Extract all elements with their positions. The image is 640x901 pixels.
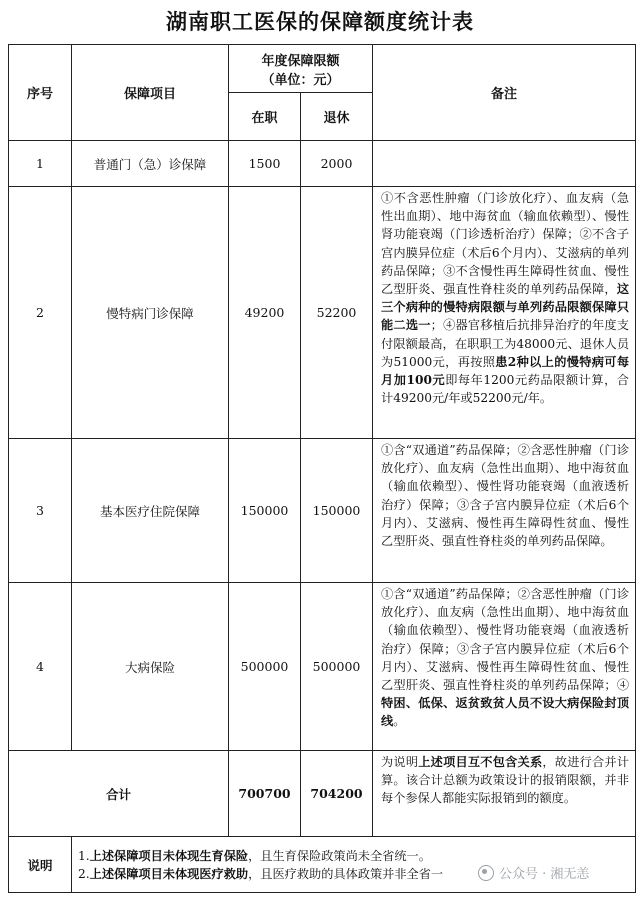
header-limit (229, 45, 373, 93)
note-text: 即每年1200元药品限额计算，合计49200元/年或52200元/年。 (381, 373, 629, 406)
row-retired: 52200 (301, 187, 373, 439)
header-retired: 退休 (301, 93, 373, 141)
row-note (373, 439, 636, 583)
note-text: 1. (78, 848, 90, 863)
note-text: ①含“双通道”药品保障；②含恶性肿瘤（门诊放化疗）、血友病（急性出血期）、地中海贫血（输血依赖型）、慢性肾功能衰竭（血液透析治疗）保障；③含子宫内膜异位症（术后6个月内）、艾滋病、慢性再生障碍性贫血、慢性乙型肝炎、强直性脊柱炎的单列药品保障。 (381, 443, 630, 549)
explanation-label: 说明 (9, 837, 72, 893)
row-employed: 500000 (229, 583, 301, 751)
row-retired: 2000 (301, 141, 373, 187)
total-retired: 704200 (301, 751, 373, 837)
row-retired: 500000 (301, 583, 373, 751)
page-title: 湖南职工医保的保障额度统计表 (166, 9, 474, 34)
header-item: 保障项目 (72, 45, 229, 141)
row-note (373, 141, 636, 187)
row-seq: 2 (9, 187, 72, 439)
note-text: ①含“双通道”药品保障；②含恶性肿瘤（门诊放化疗）、血友病（急性出血期）、地中海贫血（输血依赖型）、慢性肾功能衰竭（血液透析治疗）保障；③含子宫内膜异位症（术后6个月内）、艾滋病、慢性再生障碍性贫血、慢性乙型肝炎、强直性脊柱炎的单列药品保障；④ (381, 587, 630, 693)
wechat-official-account-icon (478, 865, 494, 881)
total-employed: 700700 (229, 751, 301, 837)
table-row (9, 439, 636, 583)
row-note (373, 583, 636, 751)
note-text: ①不含恶性肿瘤（门诊放化疗）、血友病（急性出血期）、地中海贫血（输血依赖型）、慢性肾功能衰竭（门诊透析治疗）保障；②不含子宫内膜异位症（术后6个月内）、艾滋病的单列药品保障；③不含慢性再生障碍性贫血、慢性乙型肝炎、强直性脊柱炎的单列药品保障， (381, 191, 630, 297)
row-seq: 4 (9, 583, 72, 751)
table-row (9, 583, 636, 751)
note-text: 。 (393, 714, 406, 729)
row-item: 普通门（急）诊保障 (72, 141, 229, 187)
row-item: 大病保险 (72, 583, 229, 751)
total-label: 合计 (9, 751, 229, 837)
row-employed: 150000 (229, 439, 301, 583)
row-employed: 49200 (229, 187, 301, 439)
emphasis-text: 上述保障项目未体现生育保险 (89, 848, 249, 863)
table-row (9, 187, 636, 439)
header-seq: 序号 (9, 45, 72, 141)
note-text: ，且生育保险政策尚未全省统一。 (248, 848, 431, 863)
table-row (9, 141, 636, 187)
emphasis-text: 特困、低保、返贫致贫人员不设大病保险封顶线 (381, 696, 630, 729)
watermark (478, 863, 589, 882)
note-text: 为说明 (381, 755, 419, 769)
emphasis-text: 患2种以上的慢特病可每月加100元 (381, 354, 630, 388)
row-seq: 3 (9, 439, 72, 583)
note-text: ，且医疗救助的具体政策并非全省一 (248, 866, 444, 881)
note-text: ，故进行合并计算。该合计总额为政策设计的报销限额，并非每个参保人都能实际报销到的额度。 (381, 755, 630, 806)
row-employed: 1500 (229, 141, 301, 187)
note-text: ；④器官移植后抗排异治疗的年度支付限额最高，在职职工为48000元、退休人员为51000元，再按照 (381, 318, 630, 369)
emphasis-text: 上述保障项目未体现医疗救助 (89, 866, 249, 881)
emphasis-text: 这三个病种的慢特病限额与单列药品限额保障只能二选一 (381, 282, 630, 333)
header-employed: 在职 (229, 93, 301, 141)
header-remarks: 备注 (373, 45, 636, 141)
watermark-text: 公众号 · 湘无恙 (499, 867, 590, 882)
row-note (373, 187, 636, 439)
coverage-table (8, 44, 636, 893)
header-limit-line1: 年度保障限额 (261, 53, 340, 69)
emphasis-text: 上述项目互不包含关系 (418, 755, 543, 769)
row-item: 基本医疗住院保障 (72, 439, 229, 583)
note-text: 2. (78, 866, 90, 881)
row-item: 慢特病门诊保障 (72, 187, 229, 439)
header-limit-line2: （单位：元） (261, 72, 340, 88)
row-retired: 150000 (301, 439, 373, 583)
total-note (373, 751, 636, 837)
total-row (9, 751, 636, 837)
row-seq: 1 (9, 141, 72, 187)
explanation-line-1 (78, 847, 629, 865)
